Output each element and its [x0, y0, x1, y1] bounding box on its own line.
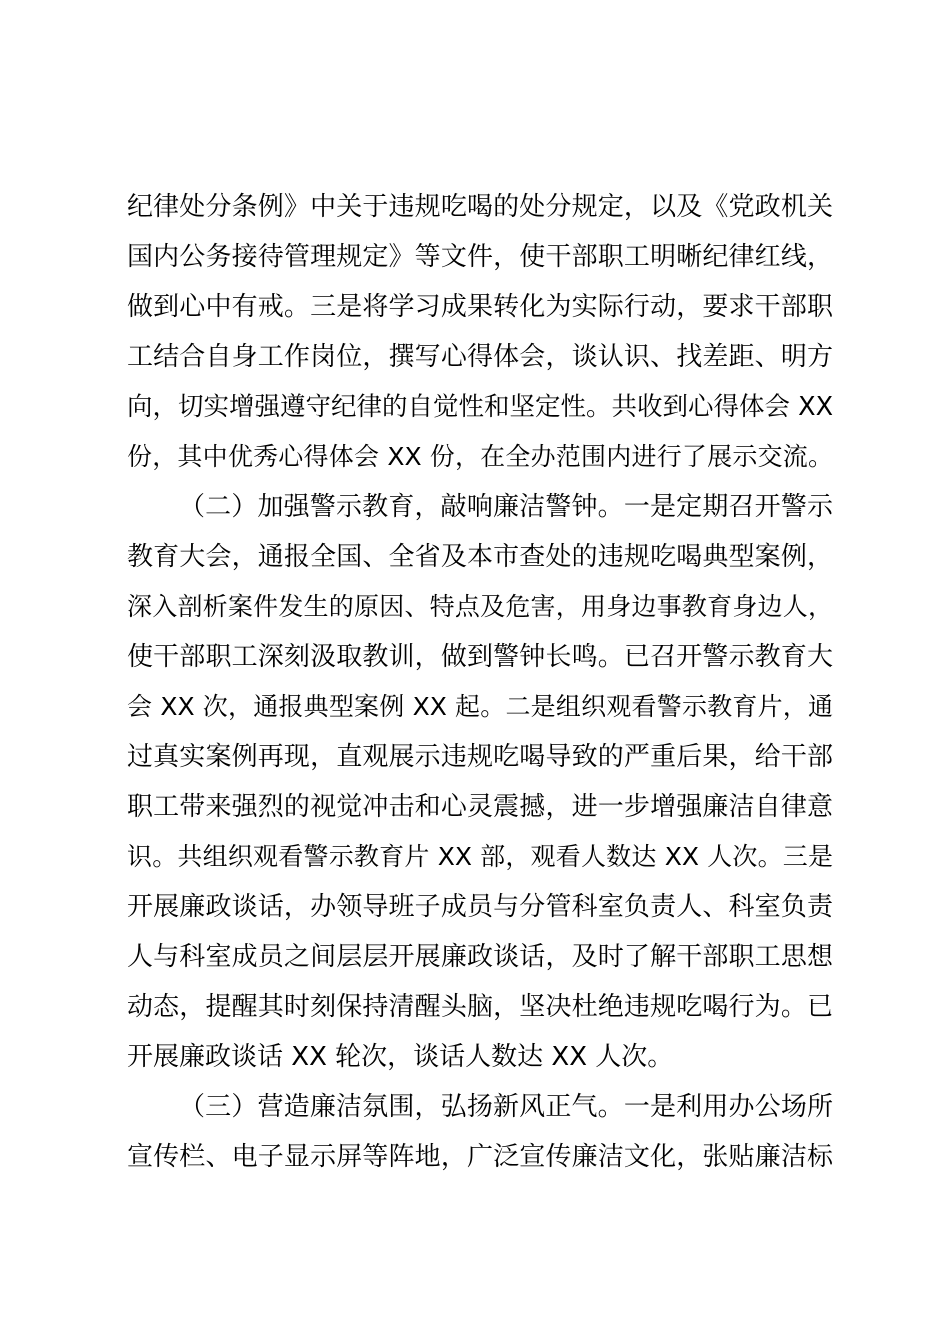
text-line: 向，切实增强遵守纪律的自觉性和坚定性。共收到心得体会 XX: [127, 392, 834, 422]
text-line: 深入剖析案件发生的原因、特点及危害，用身边事教育身边人，: [127, 592, 833, 621]
text-line: 国内公务接待管理规定》等文件，使干部职工明晰纪律红线，: [127, 242, 833, 272]
text-line: 做到心中有戒。三是将学习成果转化为实际行动，要求干部职: [127, 292, 833, 322]
text-line: 教育大会，通报全国、全省及本市查处的违规吃喝典型案例，: [127, 542, 833, 572]
text-line: 使干部职工深刻汲取教训，做到警钟长鸣。已召开警示教育大: [127, 642, 833, 672]
paragraph-heading-line: （二）加强警示教育，敲响廉洁警钟。一是定期召开警示: [179, 492, 833, 522]
text-line: 纪律处分条例》中关于违规吃喝的处分规定，以及《党政机关: [127, 192, 833, 222]
text-line: 人与科室成员之间层层开展廉政谈话，及时了解干部职工思想: [127, 942, 833, 972]
text-line: 开展廉政谈话 XX 轮次，谈话人数达 XX 人次。: [127, 1042, 674, 1072]
text-line: 宣传栏、电子显示屏等阵地，广泛宣传廉洁文化，张贴廉洁标: [127, 1142, 833, 1172]
text-line: 会 XX 次，通报典型案例 XX 起。二是组织观看警示教育片，通: [127, 692, 833, 721]
text-line: 份，其中优秀心得体会 XX 份，在全办范围内进行了展示交流。: [127, 442, 833, 471]
document-body: [127, 182, 833, 1182]
text-line: 过真实案例再现，直观展示违规吃喝导致的严重后果，给干部: [127, 742, 833, 772]
text-line: 识。共组织观看警示教育片 XX 部，观看人数达 XX 人次。三是: [127, 842, 833, 871]
text-line: 开展廉政谈话，办领导班子成员与分管科室负责人、科室负责: [127, 892, 833, 922]
text-line: 工结合自身工作岗位，撰写心得体会，谈认识、找差距、明方: [127, 342, 833, 372]
paragraph-heading-line: （三）营造廉洁氛围，弘扬新风正气。一是利用办公场所: [179, 1092, 833, 1122]
text-line: 职工带来强烈的视觉冲击和心灵震撼，进一步增强廉洁自律意: [127, 792, 833, 822]
text-line: 动态，提醒其时刻保持清醒头脑，坚决杜绝违规吃喝行为。已: [127, 992, 833, 1022]
